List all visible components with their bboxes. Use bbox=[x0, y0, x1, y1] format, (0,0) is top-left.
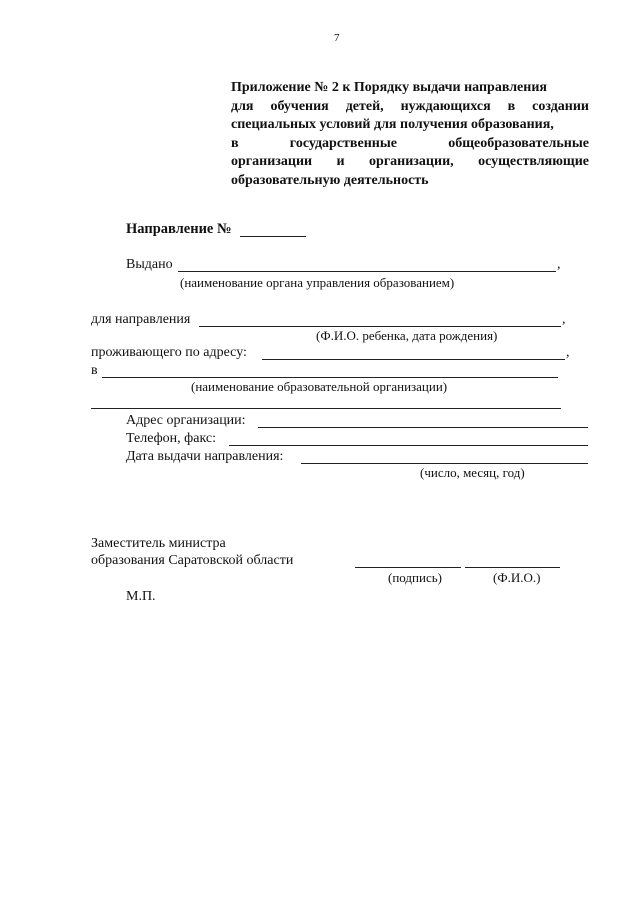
child-field[interactable] bbox=[199, 326, 561, 327]
signature-hint: (подпись) bbox=[388, 570, 442, 585]
header-line-6: образовательную деятельность bbox=[231, 172, 429, 188]
header-line-4: в государственные общеобразовательные bbox=[231, 135, 589, 151]
phone-label: Телефон, факс: bbox=[126, 431, 217, 446]
organization-field-continued[interactable] bbox=[91, 408, 561, 409]
org-address-label: Адрес организации: bbox=[126, 413, 246, 428]
signer-position-line-1: Заместитель министра bbox=[91, 536, 226, 551]
page-number: 7 bbox=[334, 32, 340, 44]
signer-name-hint: (Ф.И.О.) bbox=[493, 570, 541, 585]
for-label: для направления bbox=[91, 312, 191, 327]
date-hint: (число, месяц, год) bbox=[420, 465, 525, 480]
phone-field[interactable] bbox=[229, 445, 588, 446]
signer-name-field[interactable] bbox=[465, 567, 560, 568]
issued-field[interactable] bbox=[178, 271, 556, 272]
address-field[interactable] bbox=[262, 359, 565, 360]
organization-hint: (наименование образовательной организации) bbox=[191, 379, 448, 394]
organization-field[interactable] bbox=[102, 377, 558, 378]
date-field[interactable] bbox=[301, 463, 588, 464]
header-line-3: специальных условий для получения образования, bbox=[231, 117, 554, 132]
child-hint: (Ф.И.О. ребенка, дата рождения) bbox=[316, 328, 498, 343]
header-line-5: организации и организации, осуществляющие bbox=[231, 154, 589, 169]
address-label: проживающего по адресу: bbox=[91, 345, 247, 360]
issued-label: Выдано bbox=[126, 257, 173, 272]
issued-comma: , bbox=[557, 257, 561, 272]
stamp-label: М.П. bbox=[126, 589, 156, 604]
issued-hint: (наименование органа управления образованием) bbox=[180, 275, 455, 290]
signer-position-line-2: образования Саратовской области bbox=[91, 553, 294, 568]
header-line-1: Приложение № 2 к Порядку выдачи направления bbox=[231, 80, 547, 95]
header-line-2: для обучения детей, нуждающихся в создании bbox=[231, 98, 589, 114]
date-label: Дата выдачи направления: bbox=[126, 449, 284, 464]
form-title: Направление № bbox=[126, 221, 232, 237]
org-address-field[interactable] bbox=[258, 427, 588, 428]
for-comma: , bbox=[562, 312, 566, 327]
appendix-header bbox=[231, 79, 589, 190]
address-comma: , bbox=[566, 345, 570, 360]
signature-field[interactable] bbox=[355, 567, 461, 568]
direction-number-field[interactable] bbox=[240, 236, 306, 237]
to-label: в bbox=[91, 363, 98, 378]
